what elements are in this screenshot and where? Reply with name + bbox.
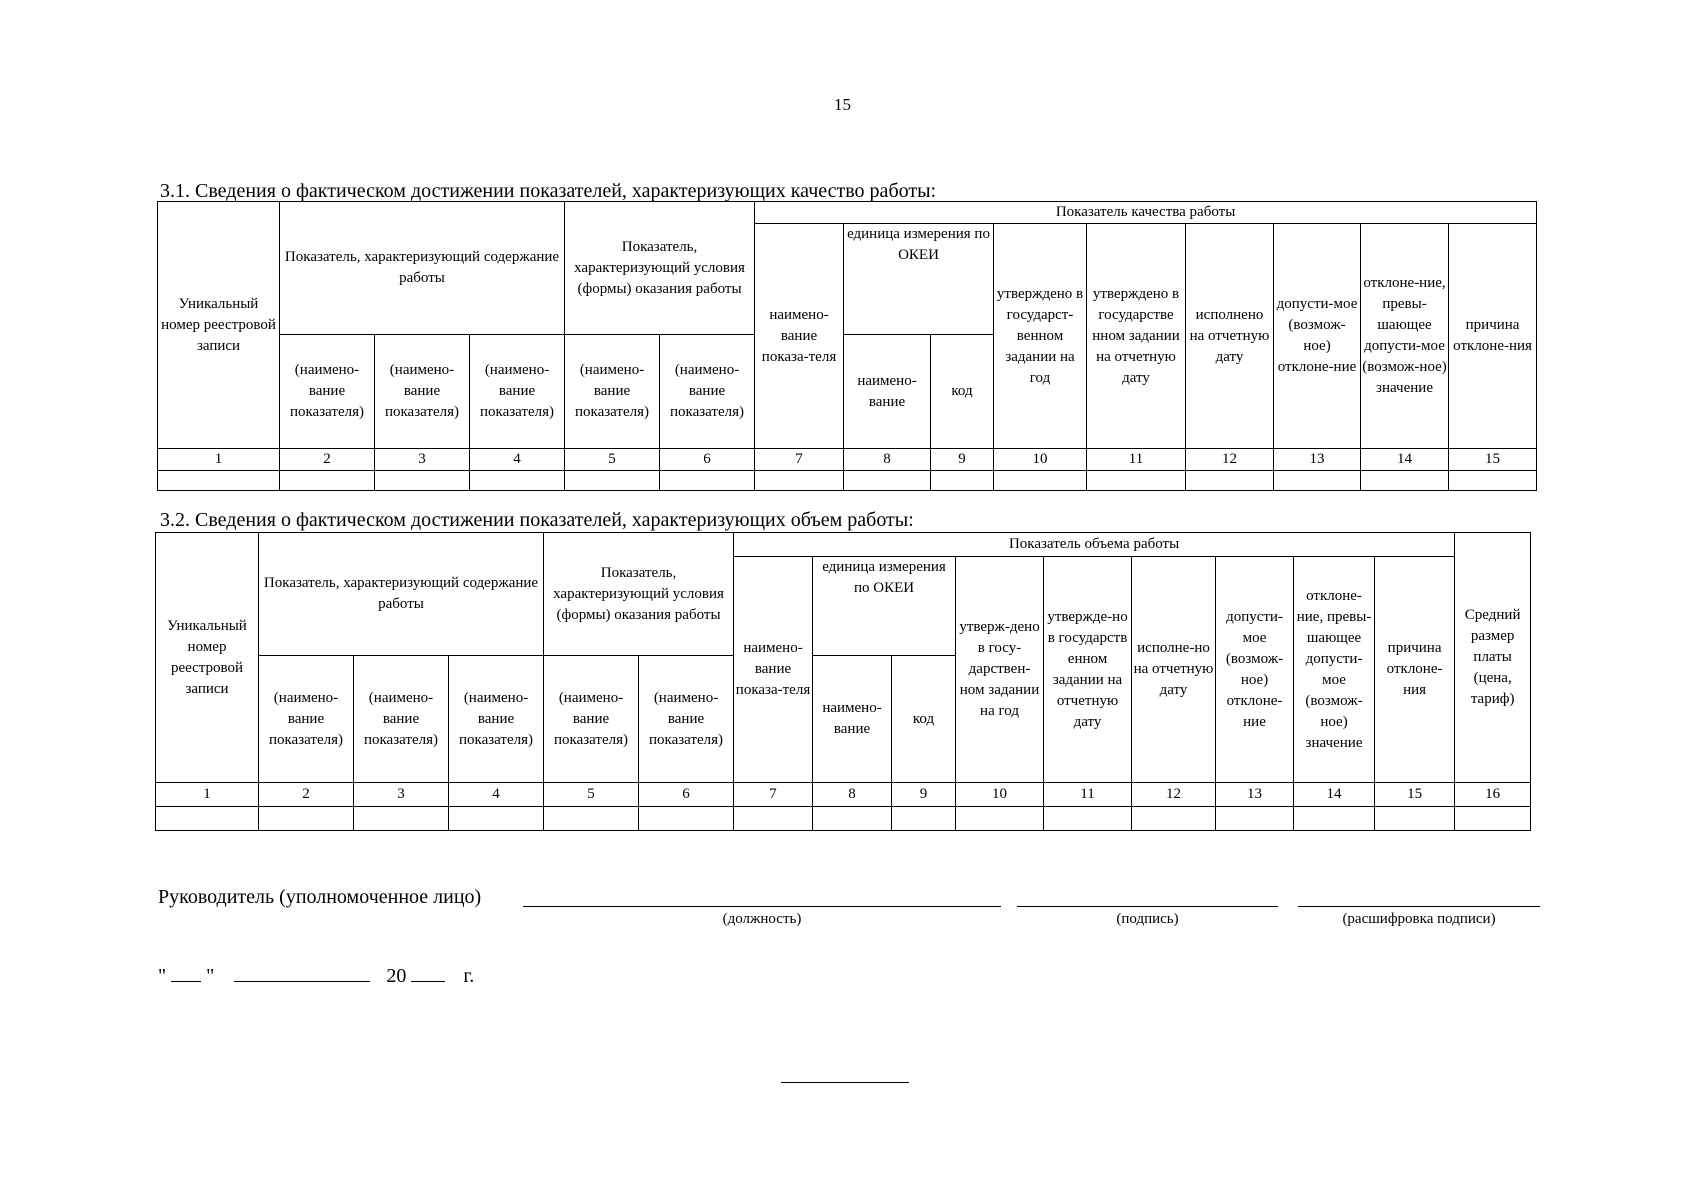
column-number: 14 xyxy=(1361,449,1449,471)
position-field-line[interactable] xyxy=(523,906,1001,907)
header-conditions-indicator-2: (наимено-вание показателя) xyxy=(660,335,755,449)
signature-caption: (подпись) xyxy=(1116,911,1179,927)
column-numbers-row xyxy=(156,783,1531,807)
empty-cell[interactable] xyxy=(280,471,375,491)
footer-rule xyxy=(781,1082,909,1083)
position-caption: (должность) xyxy=(722,911,802,927)
empty-cell[interactable] xyxy=(1216,807,1294,831)
column-number: 11 xyxy=(1044,783,1132,807)
column-number: 14 xyxy=(1294,783,1375,807)
header-approved-date: утвержде-но в государств енном задании на отчетную дату xyxy=(1044,557,1132,783)
month-field[interactable] xyxy=(234,963,370,982)
header-exceeding-deviation: отклоне-ние, превы-шающее допусти-мое (возмож-ное) значение xyxy=(1361,224,1449,449)
header-approved-year: утверж-дено в госу-дарствен-ном задании на год xyxy=(956,557,1044,783)
column-number: 12 xyxy=(1186,449,1274,471)
empty-cell[interactable] xyxy=(813,807,892,831)
header-indicator-name: наимено-вание показа-теля xyxy=(734,557,813,783)
signature-label: Руководитель (уполномоченное лицо) xyxy=(158,886,482,908)
quality-indicators-table xyxy=(157,201,1537,491)
column-number: 7 xyxy=(755,449,844,471)
empty-cell[interactable] xyxy=(931,471,994,491)
empty-data-row xyxy=(158,471,1537,491)
header-content-indicator-3: (наимено-вание показателя) xyxy=(470,335,565,449)
header-content-indicator-2: (наимено-вание показателя) xyxy=(354,656,449,783)
day-field[interactable] xyxy=(171,963,201,982)
header-approved-year: утверждено в государст-венном задании на год xyxy=(994,224,1087,449)
empty-cell[interactable] xyxy=(844,471,931,491)
header-conditions-indicator-1: (наимено-вание показателя) xyxy=(544,656,639,783)
header-allowed-deviation: допусти-мое (возмож-ное) отклоне-ние xyxy=(1216,557,1294,783)
column-number: 6 xyxy=(639,783,734,807)
header-executed: исполне-но на отчетную дату xyxy=(1132,557,1216,783)
header-unit-code: код xyxy=(892,656,956,783)
empty-cell[interactable] xyxy=(375,471,470,491)
empty-cell[interactable] xyxy=(1449,471,1537,491)
column-number: 9 xyxy=(892,783,956,807)
year-suffix: г. xyxy=(463,965,475,987)
header-content-indicator-1: (наимено-вание показателя) xyxy=(259,656,354,783)
column-number: 3 xyxy=(375,449,470,471)
column-number: 5 xyxy=(565,449,660,471)
signature-field-line[interactable] xyxy=(1017,906,1278,907)
header-unit: единица измерения по ОКЕИ xyxy=(813,557,956,656)
empty-cell[interactable] xyxy=(734,807,813,831)
decode-caption: (расшифровка подписи) xyxy=(1342,911,1496,927)
column-number: 8 xyxy=(813,783,892,807)
header-content-indicator-3: (наимено-вание показателя) xyxy=(449,656,544,783)
header-unit-code: код xyxy=(931,335,994,449)
column-number: 2 xyxy=(259,783,354,807)
column-number: 10 xyxy=(956,783,1044,807)
column-number: 8 xyxy=(844,449,931,471)
header-volume-group: Показатель объема работы xyxy=(734,533,1455,557)
column-number: 5 xyxy=(544,783,639,807)
header-indicator-name: наимено-вание показа-теля xyxy=(755,224,844,449)
header-content-group: Показатель, характеризующий содержание работы xyxy=(259,533,544,656)
column-number: 9 xyxy=(931,449,994,471)
empty-cell[interactable] xyxy=(544,807,639,831)
date-line xyxy=(158,963,474,988)
header-unit-name: наимено-вание xyxy=(813,656,892,783)
empty-cell[interactable] xyxy=(1274,471,1361,491)
column-number: 1 xyxy=(158,449,280,471)
empty-cell[interactable] xyxy=(1087,471,1186,491)
header-allowed-deviation: допусти-мое (возмож-ное) отклоне-ние xyxy=(1274,224,1361,449)
column-number: 4 xyxy=(470,449,565,471)
header-exceeding-deviation: отклоне-ние, превы-шающее допусти-мое (возмож-ное) значение xyxy=(1294,557,1375,783)
header-executed: исполнено на отчетную дату xyxy=(1186,224,1274,449)
empty-cell[interactable] xyxy=(470,471,565,491)
close-quote: " xyxy=(206,965,215,987)
header-unit-name: наимено-вание xyxy=(844,335,931,449)
empty-data-row xyxy=(156,807,1531,831)
empty-cell[interactable] xyxy=(1132,807,1216,831)
header-conditions-indicator-1: (наимено-вание показателя) xyxy=(565,335,660,449)
header-conditions-group: Показатель, характеризующий условия (формы) оказания работы xyxy=(565,202,755,335)
header-deviation-reason: причина отклоне-ния xyxy=(1375,557,1455,783)
column-numbers-row xyxy=(158,449,1537,471)
empty-cell[interactable] xyxy=(354,807,449,831)
column-number: 1 xyxy=(156,783,259,807)
empty-cell[interactable] xyxy=(449,807,544,831)
year-field[interactable] xyxy=(411,963,445,982)
empty-cell[interactable] xyxy=(259,807,354,831)
section-3-2-title: 3.2. Сведения о фактическом достижении показателей, характеризующих объем работы: xyxy=(160,509,914,531)
column-number: 15 xyxy=(1449,449,1537,471)
volume-indicators-table xyxy=(155,532,1531,831)
year-prefix: 20 xyxy=(386,965,407,987)
empty-cell[interactable] xyxy=(1455,807,1531,831)
column-number: 6 xyxy=(660,449,755,471)
empty-cell[interactable] xyxy=(1186,471,1274,491)
header-content-group: Показатель, характеризующий содержание работы xyxy=(280,202,565,335)
column-number: 12 xyxy=(1132,783,1216,807)
empty-cell[interactable] xyxy=(565,471,660,491)
empty-cell[interactable] xyxy=(156,807,259,831)
empty-cell[interactable] xyxy=(660,471,755,491)
empty-cell[interactable] xyxy=(1294,807,1375,831)
header-content-indicator-2: (наимено-вание показателя) xyxy=(375,335,470,449)
empty-cell[interactable] xyxy=(1044,807,1132,831)
column-number: 13 xyxy=(1274,449,1361,471)
header-unique-number: Уникальный номер реестровой записи xyxy=(156,533,259,783)
column-number: 4 xyxy=(449,783,544,807)
open-quote: " xyxy=(158,965,167,987)
empty-cell[interactable] xyxy=(1375,807,1455,831)
column-number: 15 xyxy=(1375,783,1455,807)
column-number: 16 xyxy=(1455,783,1531,807)
column-number: 3 xyxy=(354,783,449,807)
empty-cell[interactable] xyxy=(956,807,1044,831)
header-content-indicator-1: (наимено-вание показателя) xyxy=(280,335,375,449)
header-conditions-group: Показатель, характеризующий условия (формы) оказания работы xyxy=(544,533,734,656)
decode-field-line[interactable] xyxy=(1298,906,1540,907)
header-conditions-indicator-2: (наимено-вание показателя) xyxy=(639,656,734,783)
empty-cell[interactable] xyxy=(755,471,844,491)
header-average-fee: Средний размер платы (цена, тариф) xyxy=(1455,533,1531,783)
header-deviation-reason: причина отклоне-ния xyxy=(1449,224,1537,449)
empty-cell[interactable] xyxy=(158,471,280,491)
header-approved-date: утверждено в государстве нном задании на отчетную дату xyxy=(1087,224,1186,449)
section-3-1-title: 3.1. Сведения о фактическом достижении показателей, характеризующих качество работы: xyxy=(160,180,937,202)
column-number: 11 xyxy=(1087,449,1186,471)
header-unit: единица измерения по ОКЕИ xyxy=(844,224,994,335)
column-number: 10 xyxy=(994,449,1087,471)
page-number: 15 xyxy=(834,95,851,114)
column-number: 2 xyxy=(280,449,375,471)
column-number: 13 xyxy=(1216,783,1294,807)
empty-cell[interactable] xyxy=(994,471,1087,491)
header-unique-number: Уникальный номер реестровой записи xyxy=(158,202,280,449)
empty-cell[interactable] xyxy=(892,807,956,831)
column-number: 7 xyxy=(734,783,813,807)
empty-cell[interactable] xyxy=(1361,471,1449,491)
empty-cell[interactable] xyxy=(639,807,734,831)
header-quality-group: Показатель качества работы xyxy=(755,202,1537,224)
